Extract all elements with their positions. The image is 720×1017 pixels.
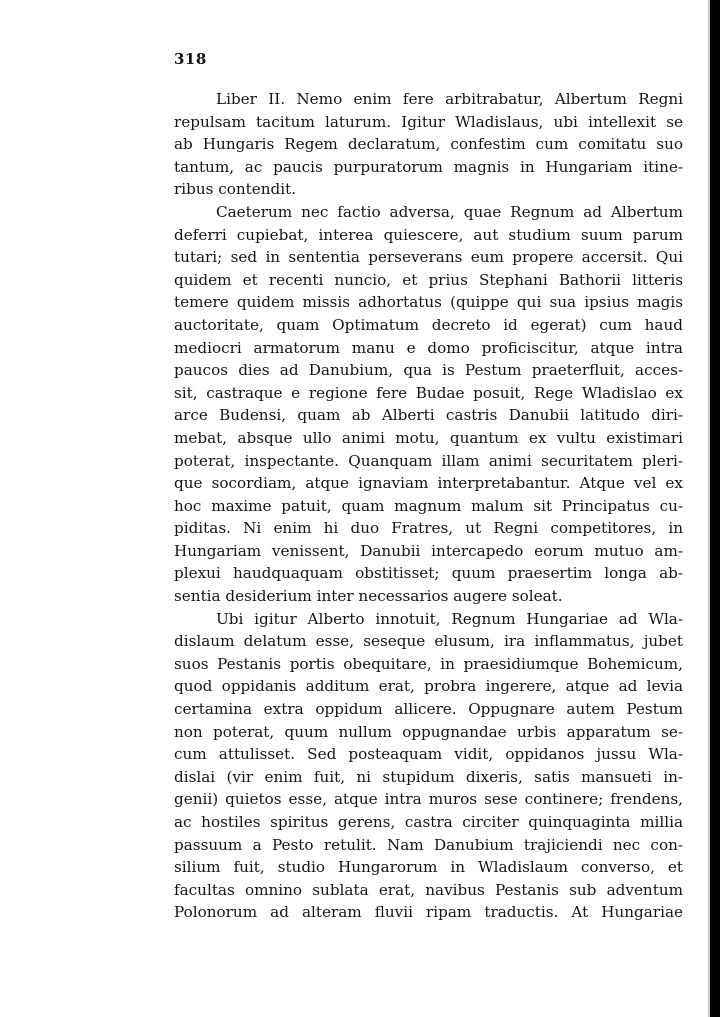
page-number: 318 (174, 50, 207, 68)
scan-edge-bar (710, 0, 720, 1017)
text-line: facultas omnino sublata erat, navibus Pestanis sub adventum (174, 880, 683, 899)
text-line: hoc maxime patuit, quam magnum malum sit Principatus cu- (174, 496, 683, 515)
text-line: temere quidem missis adhortatus (quippe qui sua ipsius magis (174, 293, 683, 312)
body-text (174, 88, 683, 924)
text-line: passuum a Pesto retulit. Nam Danubium trajiciendi nec con- (174, 835, 683, 854)
text-line: quod oppidanis additum erat, probra ingerere, atque ad levia (174, 677, 683, 696)
text-line: quidem et recenti nuncio, et prius Stephani Bathorii litteris (174, 270, 683, 289)
text-line: deferri cupiebat, interea quiescere, aut studium suum parum (174, 225, 683, 244)
text-line: suos Pestanis portis obequitare, in praesidiumque Bohemicum, (174, 654, 683, 673)
text-line: Polonorum ad alteram fluvii ripam traductis. At Hungariae (174, 903, 683, 922)
text-line: sit, castraque e regione fere Budae posuit, Rege Wladislao ex (174, 383, 683, 402)
text-line: Ubi igitur Alberto innotuit, Regnum Hungariae ad Wla- (216, 609, 683, 628)
text-line: tantum, ac paucis purpuratorum magnis in Hungariam itine- (174, 157, 683, 176)
text-line: poterat, inspectante. Quanquam illam animi securitatem pleri- (174, 451, 683, 470)
text-line: paucos dies ad Danubium, qua is Pestum praeterfluit, acces- (174, 361, 683, 380)
text-line: Caeterum nec factio adversa, quae Regnum ad Albertum (216, 202, 683, 221)
text-line: dislaum delatum esse, seseque elusum, ira inflammatus, jubet (174, 632, 683, 651)
text-line: sentia desiderium inter necessarios augere soleat. (174, 587, 563, 606)
text-line: tutari; sed in sententia perseverans eum propere accersit. Qui (174, 248, 683, 267)
text-line: piditas. Ni enim hi duo Fratres, ut Regni competitores, in (174, 519, 683, 538)
text-line: non poterat, quum nullum oppugnandae urbis apparatum se- (174, 722, 683, 741)
text-line: genii) quietos esse, atque intra muros sese continere; frendens, (174, 790, 683, 809)
text-line: silium fuit, studio Hungarorum in Wladislaum converso, et (174, 858, 683, 877)
text-line: mediocri armatorum manu e domo proficiscitur, atque intra (174, 338, 683, 357)
text-line: Hungariam venissent, Danubii intercapedo eorum mutuo am- (174, 541, 683, 560)
text-line: plexui haudquaquam obstitisset; quum praesertim longa ab- (174, 564, 683, 583)
text-line: repulsam tacitum laturum. Igitur Wladislaus, ubi intellexit se (174, 112, 683, 131)
text-line: auctoritate, quam Optimatum decreto id egerat) cum haud (174, 315, 683, 334)
text-line: que socordiam, atque ignaviam interpretabantur. Atque vel ex (174, 474, 683, 493)
text-line: mebat, absque ullo animi motu, quantum ex vultu existimari (174, 428, 683, 447)
text-line: ribus contendit. (174, 180, 297, 199)
text-line: ab Hungaris Regem declaratum, confestim cum comitatu suo (174, 135, 683, 154)
text-line: ac hostiles spiritus gerens, castra circiter quinquaginta millia (174, 813, 683, 831)
text-line: dislai (vir enim fuit, ni stupidum dixeris, satis mansueti in- (174, 767, 683, 786)
text-line: Liber II. Nemo enim fere arbitrabatur, Albertum Regni (216, 90, 683, 108)
text-line: cum attulisset. Sed posteaquam vidit, oppidanos jussu Wla- (174, 745, 683, 764)
text-line: certamina extra oppidum allicere. Oppugnare autem Pestum (174, 700, 683, 719)
text-line: arce Budensi, quam ab Alberti castris Danubii latitudo diri- (174, 406, 683, 425)
